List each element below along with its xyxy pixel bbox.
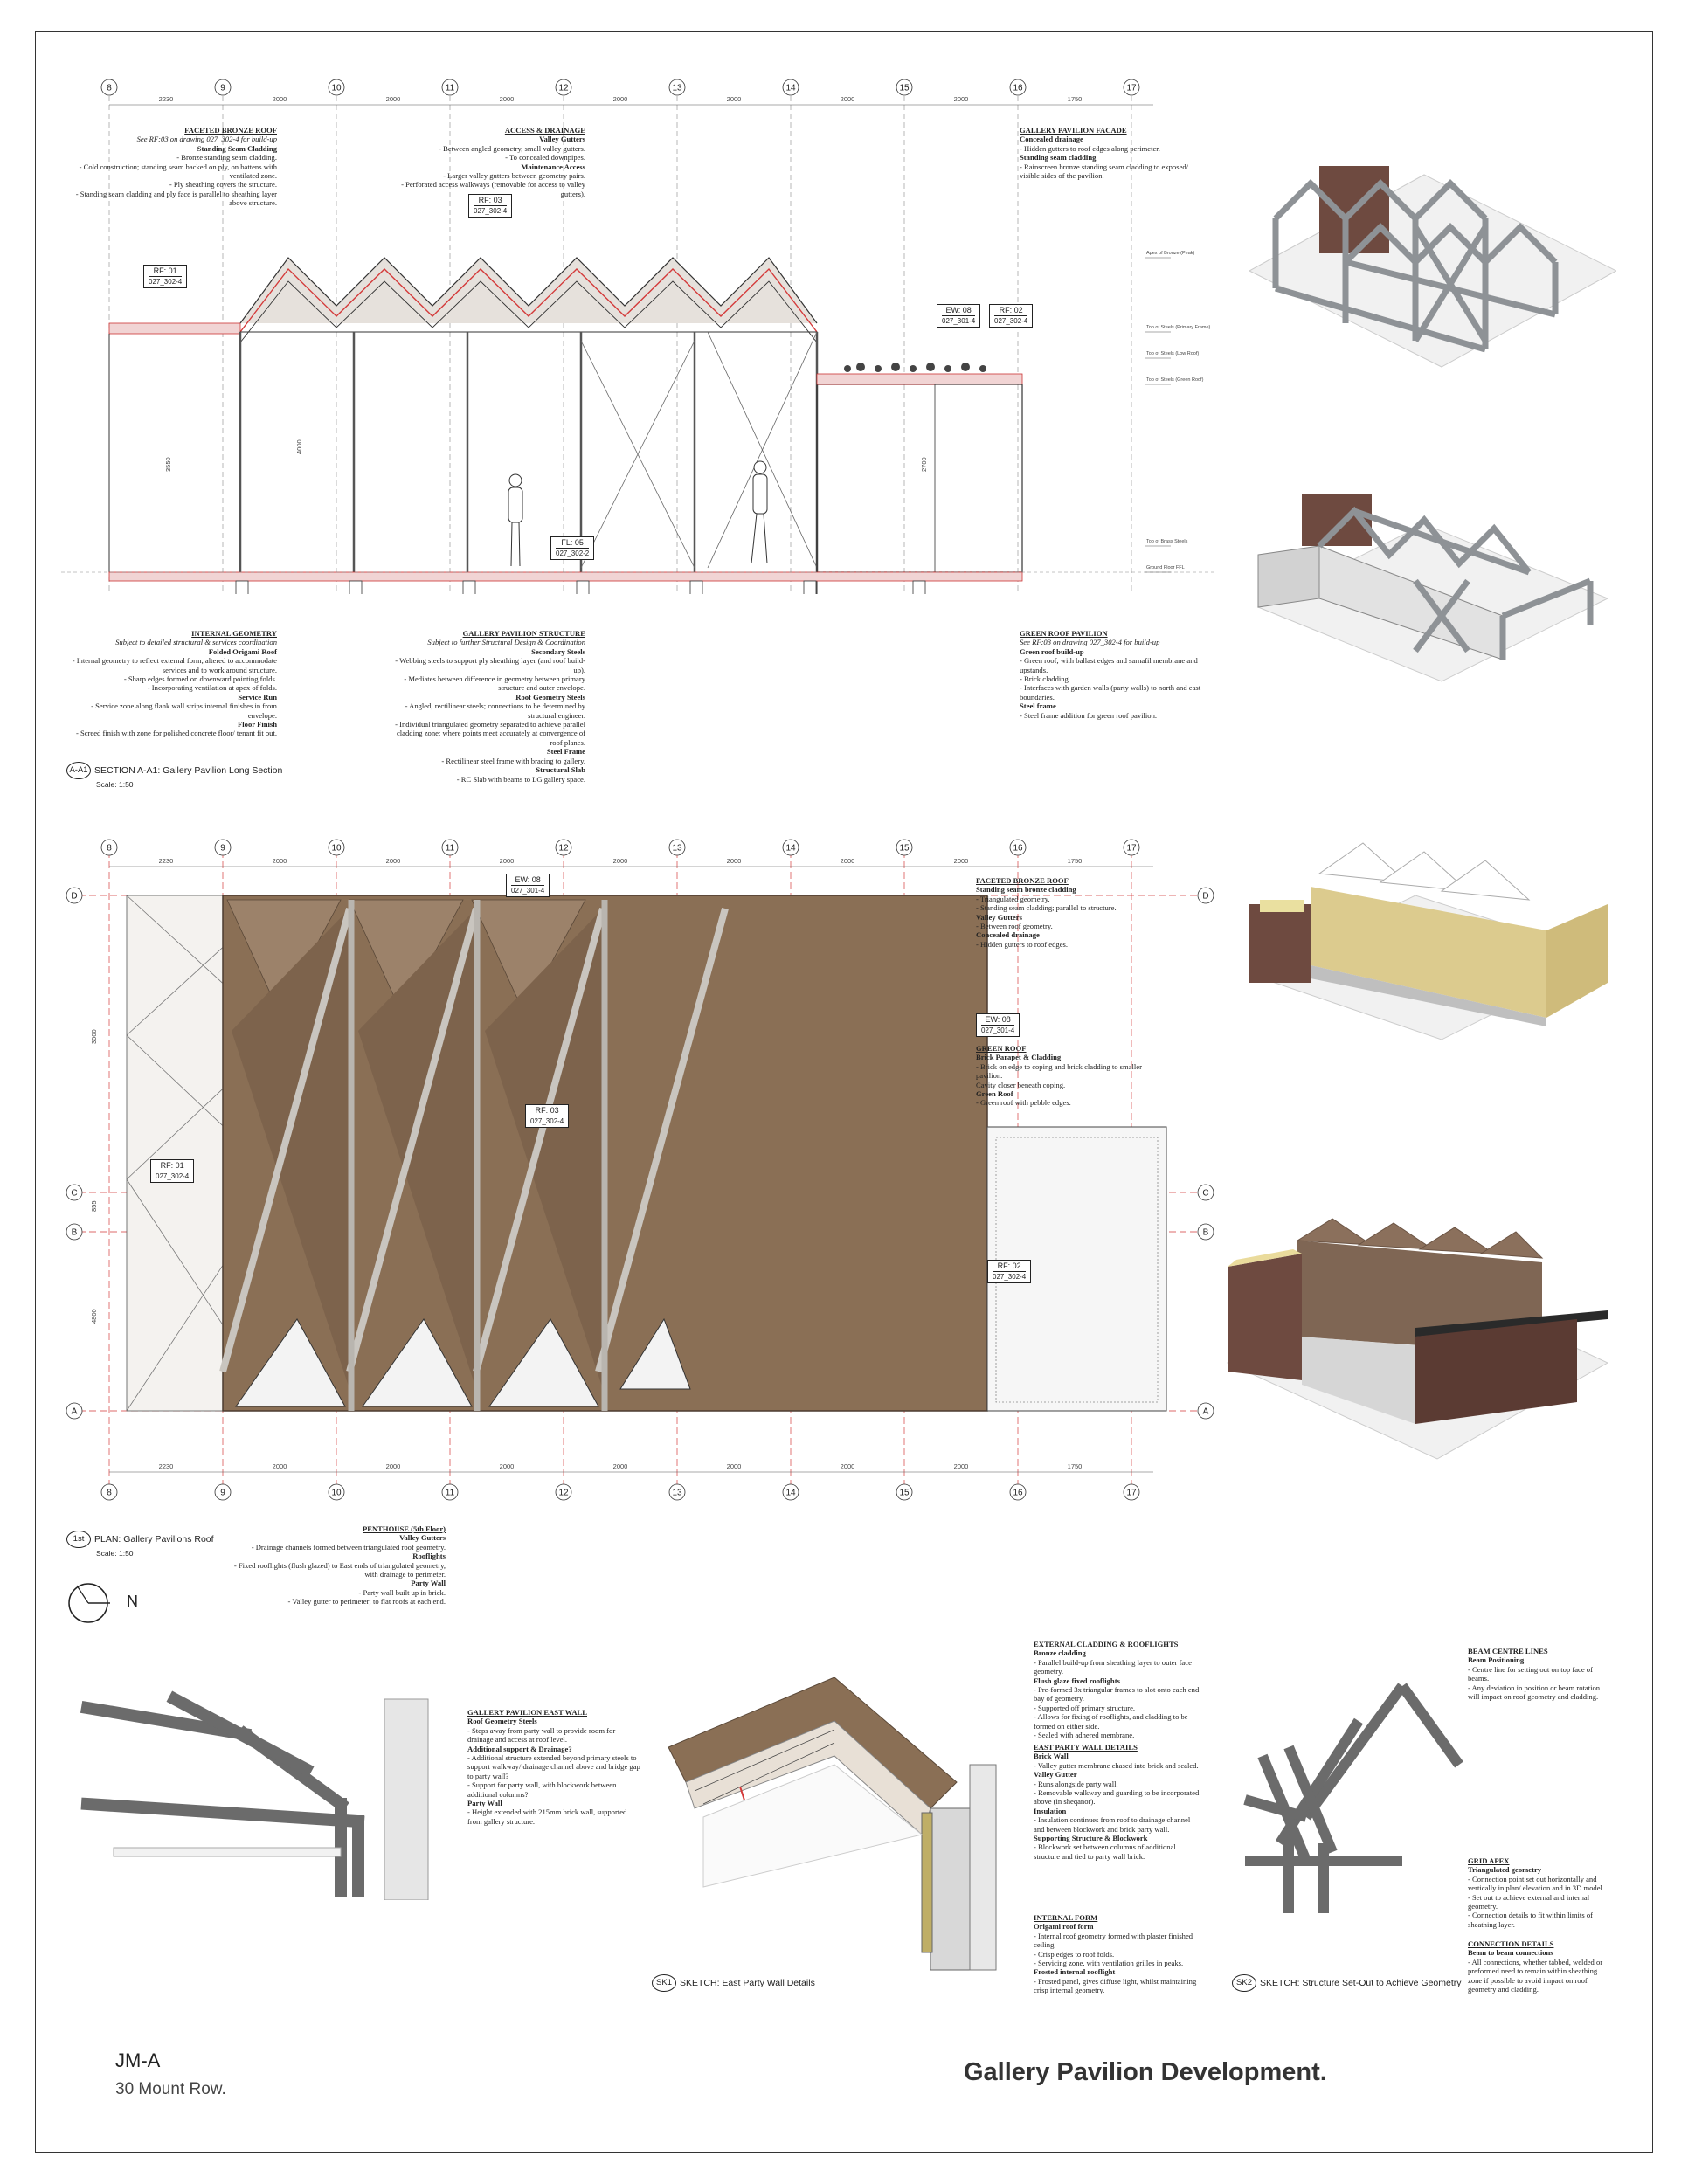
- svg-text:A: A: [1202, 1406, 1209, 1417]
- plan-side-dimension: 4800: [90, 1309, 98, 1324]
- plan-code-marker: 1st: [66, 1531, 91, 1548]
- svg-text:16: 16: [1013, 843, 1023, 854]
- note-heading: Party Wall: [411, 1579, 446, 1588]
- svg-text:B: B: [1202, 1227, 1209, 1238]
- note-heading: Concealed drainage: [976, 930, 1040, 940]
- note-sketch-external-cladding: [1034, 1640, 1200, 1739]
- project-code: JM-A: [115, 2049, 161, 2071]
- svg-text:10: 10: [331, 843, 342, 854]
- note-line: - Connection details to fit within limits of sheathing layer.: [1468, 1911, 1593, 1929]
- section-dimension: 2000: [499, 95, 515, 103]
- svg-text:17: 17: [1126, 83, 1137, 93]
- note-line: - Blockwork set between columns of additional structure and tied to party wall brick.: [1034, 1842, 1176, 1861]
- sketch-sk1-caption: SK1 SKETCH: East Party Wall Details: [652, 1974, 815, 1992]
- plan-bottom-dimension: 2000: [499, 1462, 515, 1470]
- plan-grid-label-top-8: [101, 840, 117, 855]
- note-line: - Hidden gutters to roof edges along perimeter.: [1020, 143, 1160, 153]
- note-line: - Green roof, with ballast edges and sarnafil membrane and upstands.: [1020, 656, 1198, 674]
- render-steel-frame-2: [1241, 485, 1616, 686]
- note-heading: Steel frame: [1020, 702, 1056, 711]
- note-green-roof-pavilion: [1020, 629, 1207, 720]
- project-address: 30 Mount Row.: [115, 2080, 226, 2098]
- plan-side-dimension: 3000: [90, 1029, 98, 1044]
- plan-grid-label-top-10: [329, 840, 344, 855]
- plan-bottom-dimension: 2000: [385, 1462, 401, 1470]
- section-dimension: 2000: [385, 95, 401, 103]
- note-line: - Any deviation in position or beam rotation will impact on roof geometry and cladding.: [1468, 1683, 1601, 1702]
- section-dimension: 2230: [158, 95, 174, 103]
- plan-bottom-dimension: 2000: [272, 1462, 287, 1470]
- plan-row-label-D-right: [1198, 888, 1214, 903]
- svg-text:9: 9: [220, 843, 225, 854]
- note-line: - Between angled geometry, small valley gutters.: [439, 143, 585, 153]
- note-line: - Ply sheathing covers the structure.: [169, 180, 277, 190]
- section-tag-rf02: RF: 02 027_302-4: [989, 304, 1033, 328]
- note-line: - Perforated access walkways (removable for access to valley gutters).: [401, 180, 585, 198]
- section-grid-label-16: [1010, 79, 1026, 95]
- section-dimension: 2000: [953, 95, 969, 103]
- note-heading: Additional support & Drainage?: [467, 1744, 572, 1753]
- svg-text:11: 11: [445, 843, 455, 854]
- note-line: - Brick on edge to coping and brick cladding to smaller pavilion.: [976, 1061, 1142, 1081]
- section-grid-label-9: [215, 79, 231, 95]
- plan-grid-label-bottom-15: [896, 1484, 912, 1500]
- note-heading: Supporting Structure & Blockwork: [1034, 1834, 1148, 1843]
- note-line: - Incorporating ventilation at apex of folds.: [147, 683, 277, 693]
- section-caption: A-A1 SECTION A-A1: Gallery Pavilion Long Section Scale: 1:50: [66, 762, 282, 790]
- svg-text:17: 17: [1126, 1488, 1137, 1498]
- section-tag-ew08: EW: 08 027_301-4: [937, 304, 980, 328]
- section-dimension: 1750: [1067, 95, 1083, 103]
- note-line: - Triangulated geometry.: [976, 894, 1050, 903]
- note-heading: Rooflights: [412, 1552, 446, 1561]
- plan-row-label-C-left: [66, 1185, 82, 1200]
- note-heading: Valley Gutters: [539, 135, 585, 144]
- note-line: - Individual triangulated geometry separated to achieve parallel cladding zone; where points meet accurately at convergence of roof planes.: [395, 720, 585, 747]
- section-grid-label-10: [329, 79, 344, 95]
- note-line: - Standing seam cladding and ply face is parallel to sheathing layer above structure.: [75, 189, 277, 208]
- note-heading: Roof Geometry Steels: [467, 1717, 537, 1726]
- note-heading: Service Run: [238, 692, 277, 702]
- plan-grid-label-top-13: [669, 840, 685, 855]
- sk1-code-marker: SK1: [652, 1974, 676, 1992]
- svg-text:14: 14: [785, 1488, 796, 1498]
- note-title: GALLERY PAVILION FACADE: [1020, 126, 1127, 135]
- section-grid-label-14: [783, 79, 799, 95]
- note-title: PENTHOUSE (5th Floor): [362, 1524, 446, 1533]
- note-heading: Party Wall: [467, 1799, 502, 1808]
- plan-caption: 1st PLAN: Gallery Pavilions Roof Scale: 1:50: [66, 1531, 214, 1559]
- note-subtitle: Subject to further Structural Design & Coordination: [427, 638, 585, 647]
- note-heading: Insulation: [1034, 1806, 1067, 1815]
- note-line: - Internal roof geometry formed with plaster finished ceiling.: [1034, 1931, 1193, 1950]
- note-heading: Standing seam bronze cladding: [976, 885, 1076, 895]
- note-line: - Set out to achieve external and internal geometry.: [1468, 1892, 1590, 1911]
- note-line: - Interfaces with garden walls (party walls) to north and east boundaries.: [1020, 683, 1201, 702]
- note-title: FACETED BRONZE ROOF: [184, 126, 277, 135]
- note-line: - Sealed with adhered membrane.: [1034, 1731, 1135, 1740]
- note-title: EXTERNAL CLADDING & ROOFLIGHTS: [1034, 1640, 1179, 1648]
- svg-text:11: 11: [445, 83, 455, 93]
- plan-top-dimension: 2000: [840, 857, 855, 865]
- note-line: - Bronze standing seam cladding.: [176, 153, 277, 162]
- note-line: - Runs alongside party wall.: [1034, 1779, 1118, 1788]
- svg-text:17: 17: [1126, 843, 1137, 854]
- note-line: - Steps away from party wall to provide room for drainage and access at roof level.: [467, 1725, 616, 1745]
- note-title: FACETED BRONZE ROOF: [976, 876, 1069, 885]
- note-title: INTERNAL GEOMETRY: [191, 629, 277, 638]
- section-grid-label-8: [101, 79, 117, 95]
- plan-tag-rf03: RF: 03 027_302-4: [525, 1104, 569, 1128]
- sheet-title: Gallery Pavilion Development.: [964, 2058, 1327, 2086]
- note-line: - To concealed downpipes.: [505, 153, 585, 162]
- plan-tag-rf02: RF: 02 027_302-4: [987, 1260, 1031, 1283]
- note-line: - Servicing zone, with ventilation grilles in peaks.: [1034, 1959, 1184, 1968]
- note-line: - Valley gutter to perimeter; to flat roofs at each end.: [287, 1597, 446, 1607]
- section-code-marker: A-A1: [66, 762, 91, 779]
- note-line: - Removable walkway and guarding to be incorporated above (in sheqanor).: [1034, 1788, 1200, 1807]
- note-title: BEAM CENTRE LINES: [1468, 1647, 1548, 1655]
- note-heading: Brick Parapet & Cladding: [976, 1053, 1062, 1062]
- plan-bottom-dimension: 1750: [1067, 1462, 1083, 1470]
- note-line: - Fixed rooflights (flush glazed) to East ends of triangulated geometry, with drainage to perimeter.: [233, 1560, 446, 1579]
- note-heading: Beam Positioning: [1468, 1655, 1525, 1665]
- note-heading: Bronze cladding: [1034, 1648, 1086, 1658]
- note-title: GREEN ROOF PAVILION: [1020, 629, 1108, 638]
- note-heading: Secondary Steels: [531, 646, 585, 656]
- note-internal-geometry: [63, 629, 277, 738]
- note-heading: Folded Origami Roof: [208, 646, 277, 656]
- plan-grid-label-top-17: [1124, 840, 1139, 855]
- svg-text:D: D: [1202, 891, 1209, 902]
- section-level-marker: Top of Steels (Primary Frame): [1146, 325, 1211, 330]
- section-grid-label-11: [442, 79, 458, 95]
- note-line: - Insulation continues from roof to drainage channel and between blockwork and brick party wall.: [1034, 1815, 1191, 1834]
- note-heading: Flush glaze fixed rooflights: [1034, 1676, 1120, 1685]
- render-bronze-cladding: [1219, 1206, 1616, 1468]
- note-heading: Green roof build-up: [1020, 646, 1084, 656]
- note-title: GREEN ROOF: [976, 1044, 1027, 1053]
- section-dimension: 2000: [726, 95, 742, 103]
- note-line: - All connections, whether tabbed, welded or preformed need to remain within sheathing zone if possible to avoid impact on roof geometry and cladding.: [1468, 1957, 1603, 1994]
- plan-row-label-A-left: [66, 1403, 82, 1419]
- section-tag-rf03: RF: 03 027_302-4: [468, 194, 512, 218]
- note-line: - Larger valley gutters between geometry pairs.: [443, 171, 585, 181]
- note-heading: Green Roof: [976, 1089, 1013, 1099]
- note-sketch-connection: [1468, 1939, 1612, 1994]
- plan-top-dimension: 2000: [726, 857, 742, 865]
- plan-row-label-B-right: [1198, 1224, 1214, 1240]
- note-sketch-east-wall: [467, 1708, 642, 1826]
- svg-text:B: B: [71, 1227, 78, 1238]
- note-line: - Crisp edges to roof folds.: [1034, 1949, 1115, 1959]
- note-heading: Valley Gutter: [1034, 1770, 1077, 1780]
- note-subtitle: See RF:03 on drawing 027_302-4 for build-up: [136, 135, 277, 144]
- note-line: - Connection point set out horizontally and vertically in plan/ elevation and in 3D model.: [1468, 1874, 1605, 1893]
- note-line: - Internal geometry to reflect external form, altered to accommodate services and to work around structure.: [72, 656, 277, 674]
- svg-text:12: 12: [558, 843, 569, 854]
- plan-top-dimension: 2000: [499, 857, 515, 865]
- plan-top-dimension: 1750: [1067, 857, 1083, 865]
- svg-text:A: A: [71, 1406, 78, 1417]
- note-title: GALLERY PAVILION STRUCTURE: [462, 629, 585, 638]
- note-line: - Service zone along flank wall strips internal finishes in from envelope.: [91, 702, 277, 720]
- note-line: - Between roof geometry.: [976, 922, 1053, 931]
- plan-bottom-dimension: 2000: [840, 1462, 855, 1470]
- section-height-dimension: 3550: [164, 457, 172, 472]
- note-gallery-pavilion-facade: [1020, 126, 1207, 180]
- note-line: Cavity closer beneath coping.: [976, 1080, 1066, 1089]
- plan-row-label-D-left: [66, 888, 82, 903]
- note-title: INTERNAL FORM: [1034, 1913, 1098, 1922]
- note-line: - Rectilinear steel frame with bracing to gallery.: [441, 756, 585, 765]
- note-heading: Brick Wall: [1034, 1752, 1069, 1761]
- note-title: EAST PARTY WALL DETAILS: [1034, 1743, 1138, 1752]
- sketch-sk2-caption: SK2 SKETCH: Structure Set-Out to Achieve Geometry: [1232, 1974, 1462, 1992]
- render-roof-geometry: [1232, 834, 1616, 1044]
- note-line: - Sharp edges formed on downward pointing folds.: [123, 674, 277, 684]
- plan-grid-label-bottom-11: [442, 1484, 458, 1500]
- svg-text:14: 14: [785, 843, 796, 854]
- note-line: - Additional structure extended beyond primary steels to support walkway/ drainage channel above and bridge gap to party wall?: [467, 1753, 640, 1780]
- note-heading: Maintenance Access: [521, 162, 585, 171]
- note-line: - Angled, rectilinear steels; connections to be determined by structural engineer.: [405, 702, 585, 720]
- note-sketch-east-party-wall: [1034, 1743, 1200, 1861]
- svg-text:8: 8: [107, 1488, 112, 1498]
- section-level-marker: Top of Steels (Green Roof): [1146, 377, 1204, 383]
- section-tag-fl05: FL: 05 027_302-2: [550, 536, 594, 560]
- plan-bottom-dimension: 2000: [612, 1462, 628, 1470]
- note-heading: Valley Gutters: [976, 912, 1022, 922]
- svg-text:C: C: [71, 1188, 78, 1199]
- note-title: GALLERY PAVILION EAST WALL: [467, 1708, 587, 1717]
- plan-grid-label-top-16: [1010, 840, 1026, 855]
- note-plan-green-roof: [976, 1044, 1164, 1108]
- sketch-east-party-wall-detail: [668, 1677, 1009, 1974]
- note-heading: Roof Geometry Steels: [515, 692, 585, 702]
- note-heading: Triangulated geometry: [1468, 1865, 1542, 1875]
- note-heading: Valley Gutters: [399, 1533, 446, 1543]
- svg-text:9: 9: [220, 83, 225, 93]
- plan-row-label-C-right: [1198, 1185, 1214, 1200]
- section-grid-label-12: [556, 79, 571, 95]
- plan-top-dimension: 2000: [385, 857, 401, 865]
- note-line: - Green roof with pebble edges.: [976, 1098, 1071, 1108]
- note-heading: Origami roof form: [1034, 1922, 1094, 1932]
- note-line: - Cold construction; standing seam backed on ply, on battens with ventilated zone.: [79, 162, 277, 181]
- note-sketch-grid-apex: [1468, 1856, 1612, 1929]
- svg-text:14: 14: [785, 83, 796, 93]
- plan-grid-label-top-12: [556, 840, 571, 855]
- svg-text:9: 9: [220, 1488, 225, 1498]
- note-line: - RC Slab with beams to LG gallery space.: [456, 774, 585, 784]
- plan-grid-label-top-11: [442, 840, 458, 855]
- plan-top-dimension: 2000: [953, 857, 969, 865]
- plan-grid-label-top-14: [783, 840, 799, 855]
- note-heading: Frosted internal rooflight: [1034, 1967, 1116, 1977]
- note-subtitle: See RF:03 on drawing 027_302-4 for build-up: [1020, 638, 1160, 647]
- plan-side-dimension: 855: [90, 1200, 98, 1212]
- plan-bottom-dimension: 2230: [158, 1462, 174, 1470]
- note-line: - Pre-formed 3x triangular frames to slot onto each end bay of geometry.: [1034, 1685, 1200, 1704]
- svg-text:C: C: [1202, 1188, 1209, 1199]
- plan-row-label-A-right: [1198, 1403, 1214, 1419]
- svg-text:12: 12: [558, 83, 569, 93]
- plan-grid-label-bottom-14: [783, 1484, 799, 1500]
- section-level-marker: Top of Brass Steels: [1146, 539, 1188, 544]
- note-line: - Screed finish with zone for polished concrete floor/ tenant fit out.: [75, 729, 277, 738]
- plan-grid-label-top-15: [896, 840, 912, 855]
- note-faceted-bronze-roof: [74, 126, 277, 208]
- section-grid-label-17: [1124, 79, 1139, 95]
- note-sketch-beam-centre: [1468, 1647, 1612, 1701]
- note-line: - Height extended with 215mm brick wall, supported from gallery structure.: [467, 1807, 627, 1826]
- note-line: - Standing seam cladding; parallel to structure.: [976, 903, 1117, 913]
- note-access-drainage: [384, 126, 585, 198]
- svg-text:10: 10: [331, 83, 342, 93]
- svg-text:15: 15: [899, 1488, 910, 1498]
- note-line: - Frosted panel, gives diffuse light, whilst maintaining crisp internal geometry.: [1034, 1976, 1197, 1995]
- section-dimension: 2000: [840, 95, 855, 103]
- plan-grid-label-bottom-12: [556, 1484, 571, 1500]
- note-heading: Concealed drainage: [1020, 135, 1083, 144]
- section-level-marker: Ground Floor FFL: [1146, 565, 1185, 570]
- note-line: - Allows for fixing of rooflights, and cladding to be formed on either side.: [1034, 1712, 1188, 1731]
- plan-grid-label-bottom-16: [1010, 1484, 1026, 1500]
- note-line: - Mediates between difference in geometry between primary structure and outer envelope.: [404, 674, 585, 693]
- svg-text:8: 8: [107, 83, 112, 93]
- note-plan-penthouse: [223, 1524, 446, 1607]
- note-title: ACCESS & DRAINAGE: [504, 126, 585, 135]
- section-tag-rf01: RF: 01 027_302-4: [143, 265, 187, 288]
- svg-text:16: 16: [1013, 83, 1023, 93]
- note-subtitle: Subject to detailed structural & services coordination: [115, 638, 277, 647]
- note-line: - Valley gutter membrane chased into brick and sealed.: [1034, 1760, 1199, 1770]
- sketch-structure-set-out: [1228, 1669, 1463, 1922]
- note-line: - Support for party wall, with blockwork between additional columns?: [467, 1780, 617, 1799]
- note-heading: Steel Frame: [546, 747, 585, 757]
- note-heading: Standing seam cladding: [1020, 153, 1097, 162]
- svg-text:8: 8: [107, 843, 112, 854]
- note-line: - Steel frame addition for green roof pavilion.: [1020, 710, 1158, 720]
- svg-text:15: 15: [899, 843, 910, 854]
- note-plan-faceted-roof: [976, 876, 1164, 949]
- svg-text:D: D: [71, 891, 78, 902]
- svg-text:12: 12: [558, 1488, 569, 1498]
- svg-text:10: 10: [331, 1488, 342, 1498]
- section-height-dimension: 2700: [920, 457, 928, 472]
- plan-row-label-B-left: [66, 1224, 82, 1240]
- plan-grid-label-bottom-13: [669, 1484, 685, 1500]
- plan-grid-label-bottom-8: [101, 1484, 117, 1500]
- note-line: - Brick cladding.: [1020, 674, 1070, 684]
- note-line: - Supported off primary structure.: [1034, 1703, 1136, 1712]
- plan-top-dimension: 2000: [272, 857, 287, 865]
- sketch-east-wall-structure: [70, 1673, 454, 1900]
- section-dimension: 2000: [272, 95, 287, 103]
- note-heading: Beam to beam connections: [1468, 1948, 1553, 1958]
- note-line: - Drainage channels formed between triangulated roof geometry.: [251, 1542, 446, 1552]
- section-grid-label-15: [896, 79, 912, 95]
- svg-text:13: 13: [672, 83, 682, 93]
- plan-tag-rf01: RF: 01 027_302-4: [150, 1159, 194, 1183]
- note-line: - Rainscreen bronze standing seam cladding to exposed/ visible sides of the pavilion.: [1020, 162, 1189, 181]
- section-level-marker: Top of Steels (Low Roof): [1146, 351, 1200, 356]
- plan-tag-ew08-right: EW: 08 027_301-4: [976, 1013, 1020, 1037]
- note-line: - Parallel build-up from sheathing layer to outer face geometry.: [1034, 1657, 1192, 1676]
- section-level-marker: Apex of Bronze (Peak): [1146, 251, 1195, 256]
- svg-text:15: 15: [899, 83, 910, 93]
- plan-grid-label-bottom-10: [329, 1484, 344, 1500]
- plan-bottom-dimension: 2000: [953, 1462, 969, 1470]
- plan-grid-label-bottom-9: [215, 1484, 231, 1500]
- note-title: GRID APEX: [1468, 1856, 1510, 1865]
- plan-top-dimension: 2230: [158, 857, 174, 865]
- note-heading: Floor Finish: [238, 720, 277, 729]
- note-line: - Party wall built up in brick.: [358, 1587, 446, 1597]
- svg-text:11: 11: [445, 1488, 455, 1498]
- note-heading: Standing Seam Cladding: [197, 143, 277, 153]
- note-heading: Structural Slab: [536, 765, 585, 775]
- render-steel-frame-1: [1241, 140, 1616, 384]
- section-height-dimension: 4000: [295, 439, 303, 454]
- plan-top-dimension: 2000: [612, 857, 628, 865]
- section-dimension: 2000: [612, 95, 628, 103]
- section-grid-label-13: [669, 79, 685, 95]
- note-title: CONNECTION DETAILS: [1468, 1939, 1554, 1948]
- sk2-code-marker: SK2: [1232, 1974, 1256, 1992]
- svg-text:13: 13: [672, 1488, 682, 1498]
- plan-grid-label-bottom-17: [1124, 1484, 1139, 1500]
- plan-grid-label-top-9: [215, 840, 231, 855]
- plan-bottom-dimension: 2000: [726, 1462, 742, 1470]
- note-sketch-internal-form: [1034, 1913, 1200, 1995]
- note-line: - Centre line for setting out on top face of beams.: [1468, 1664, 1593, 1683]
- note-line: - Webbing steels to support ply sheathing layer (and roof build-up).: [395, 656, 585, 674]
- note-gallery-pavilion-structure: [384, 629, 585, 784]
- svg-text:13: 13: [672, 843, 682, 854]
- plan-tag-ew08-top: EW: 08 027_301-4: [506, 874, 550, 897]
- note-line: - Hidden gutters to roof edges.: [976, 939, 1069, 949]
- svg-text:16: 16: [1013, 1488, 1023, 1498]
- north-label: N: [127, 1593, 138, 1610]
